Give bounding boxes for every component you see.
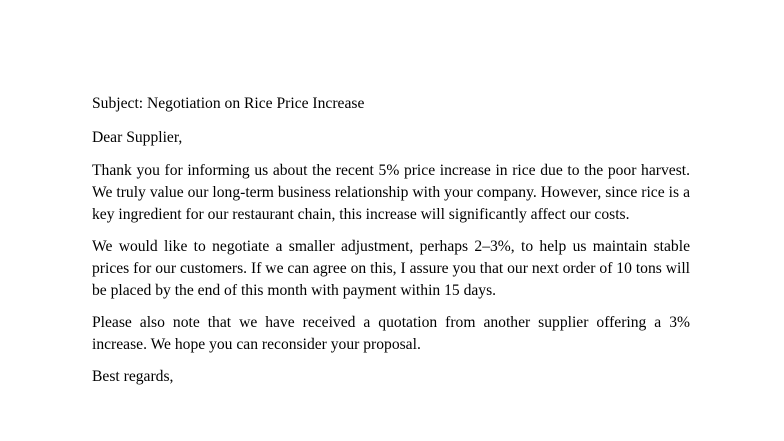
letter-greeting: Dear Supplier, bbox=[92, 129, 183, 146]
letter-paragraph-1: Thank you for informing us about the recent 5% price increase in rice due to the poor harvest. We truly value our long-term business relationship with your company. However, since rice is a key ingredient for our restaurant chain, this increase will significantly affect our costs. bbox=[92, 162, 690, 223]
letter-paragraph-3: Please also note that we have received a quotation from another supplier offering a 3% increase. We hope you can reconsider your proposal. bbox=[92, 314, 690, 353]
letter-closing: Best regards, bbox=[92, 368, 174, 385]
letter-paragraph-2: We would like to negotiate a smaller adjustment, perhaps 2–3%, to help us maintain stable prices for our customers. If we can agree on this, I assure you that our next order of 10 tons will be placed by the end of this month with payment within 15 days. bbox=[92, 238, 690, 299]
letter-body bbox=[92, 93, 690, 388]
letter-subject: Subject: Negotiation on Rice Price Increase bbox=[92, 95, 365, 112]
